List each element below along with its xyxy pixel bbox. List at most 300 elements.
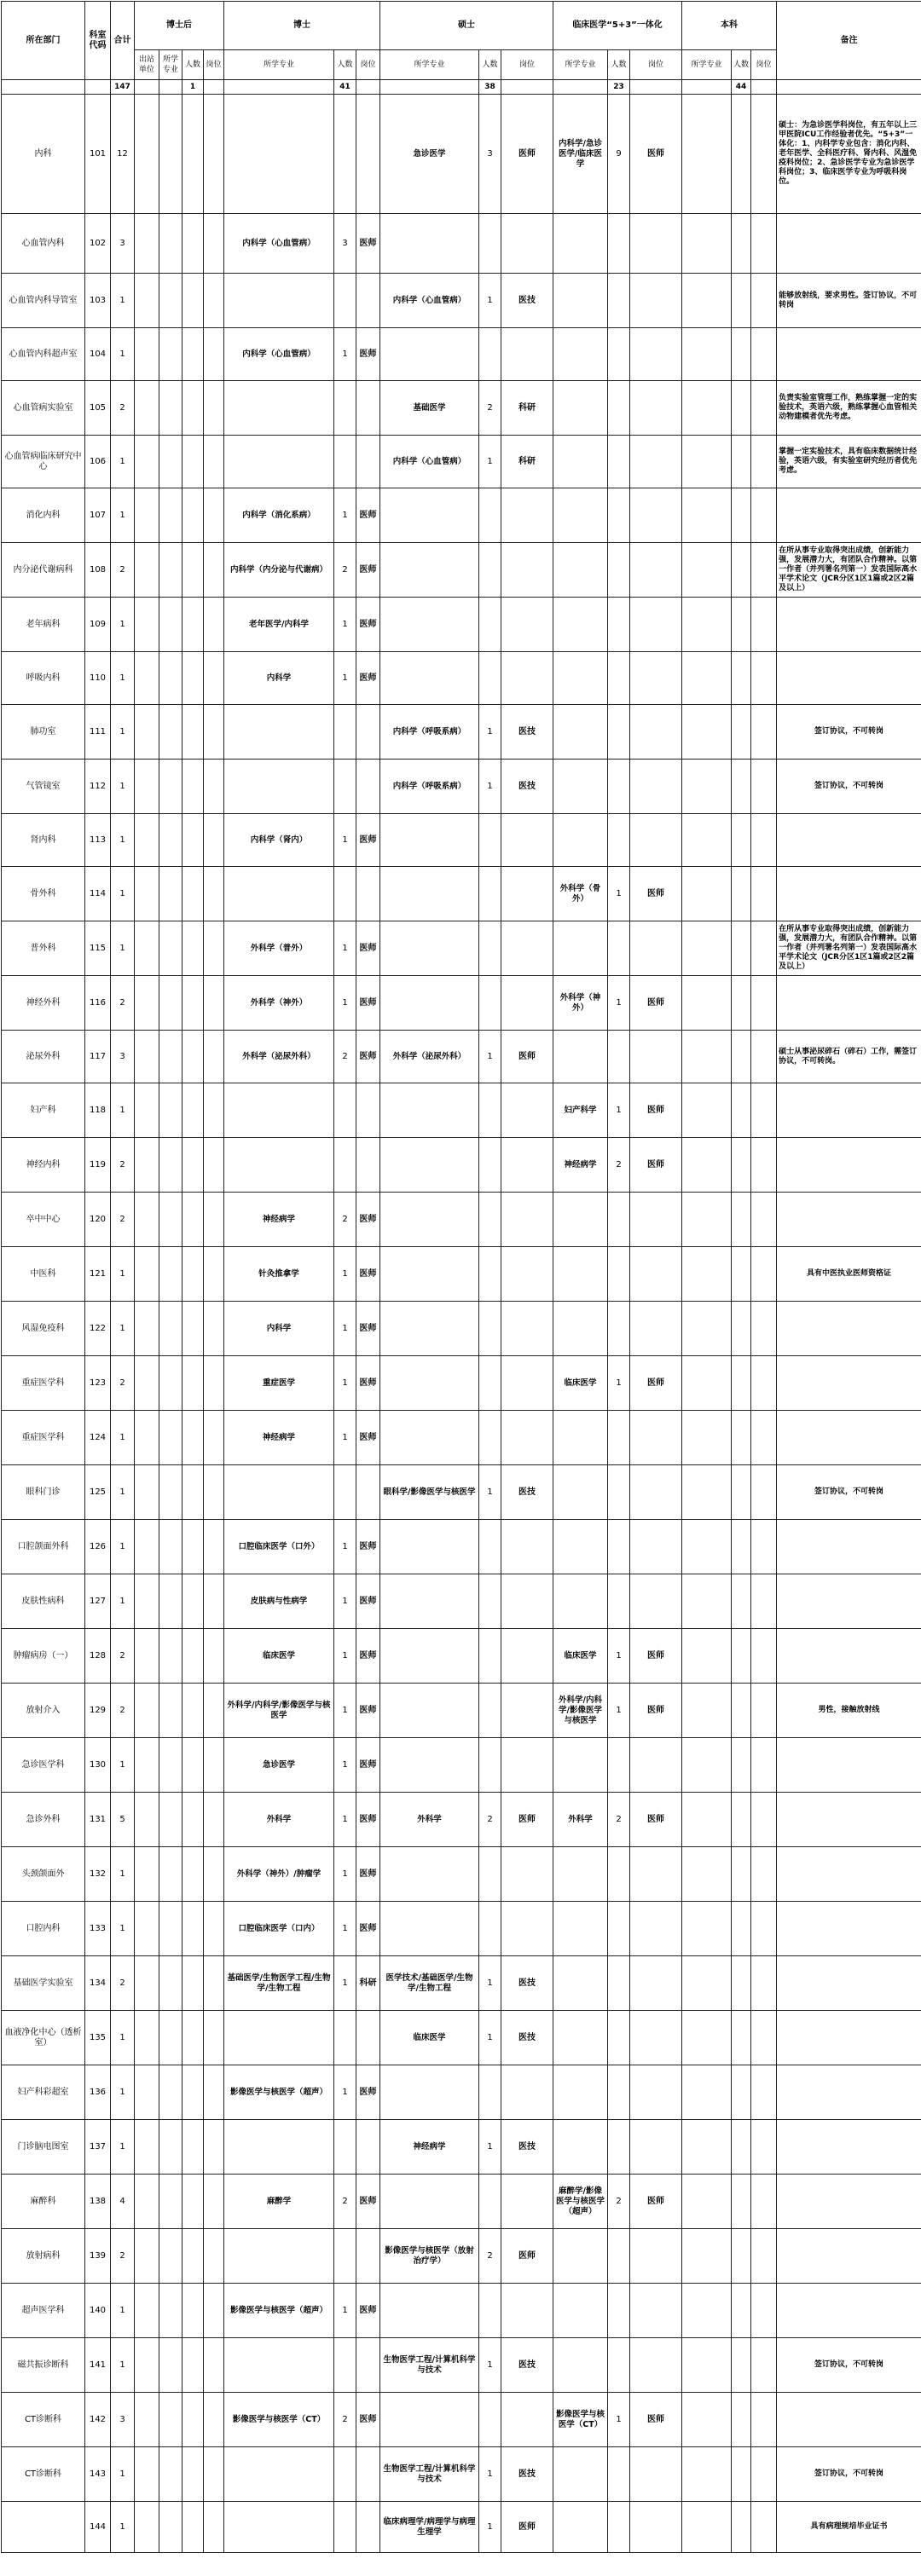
cell-dept: 骨外科 (2, 867, 85, 921)
cell-bachelor-major (682, 814, 732, 867)
cell-master-count: 1 (479, 436, 501, 488)
cell-postdoc-major (159, 976, 182, 1031)
cell-code: 143 (85, 2447, 111, 2502)
cell-clinical-post (630, 2502, 682, 2553)
cell-clinical-count (608, 814, 630, 867)
table-row (2, 814, 921, 867)
cell-postdoc-station (135, 2120, 159, 2175)
cell-phd-post (356, 1465, 380, 1520)
cell-clinical-count (608, 381, 630, 436)
cell-postdoc-station (135, 2447, 159, 2502)
cell-bachelor-major (682, 921, 732, 976)
cell-master-count: 1 (479, 1031, 501, 1083)
cell-clinical-post (630, 488, 682, 543)
cell-note (777, 2120, 921, 2175)
cell-phd-count (334, 274, 356, 328)
cell-total: 1 (111, 814, 135, 867)
cell-postdoc-major (159, 95, 182, 214)
cell-clinical-major (553, 381, 608, 436)
cell-bachelor-post (751, 1629, 777, 1684)
cell-postdoc-major (159, 1684, 182, 1738)
cell-phd-post: 医师 (356, 2065, 380, 2120)
header-code: 科室代码 (85, 2, 111, 80)
cell-dept: 老年病科 (2, 598, 85, 652)
cell-bachelor-post (751, 2229, 777, 2284)
cell-clinical-post (630, 214, 682, 274)
cell-clinical-major (553, 2447, 608, 2502)
cell-bachelor-post (751, 2447, 777, 2502)
cell-clinical-post (630, 1738, 682, 1793)
cell-phd-count: 1 (334, 652, 356, 705)
cell-clinical-major (553, 1847, 608, 1902)
totals-row (2, 80, 921, 95)
cell-master-post: 医技 (501, 2120, 553, 2175)
cell-bachelor-major (682, 543, 732, 598)
cell-master-major: 影像医学与核医学（放射治疗学） (380, 2229, 479, 2284)
cell-note (777, 652, 921, 705)
cell-code: 129 (85, 1684, 111, 1738)
cell-total: 1 (111, 1847, 135, 1902)
cell-master-post: 医师 (501, 95, 553, 214)
cell-phd-post: 医师 (356, 2175, 380, 2229)
cell-code: 128 (85, 1629, 111, 1684)
table-row (2, 976, 921, 1031)
cell-bachelor-post (751, 2338, 777, 2393)
cell-phd-post: 医师 (356, 1302, 380, 1356)
cell-master-count (479, 976, 501, 1031)
cell-master-major (380, 2175, 479, 2229)
cell-postdoc-post (204, 214, 224, 274)
cell-dept: 急诊外科 (2, 1793, 85, 1847)
cell-master-major (380, 921, 479, 976)
cell-code: 125 (85, 1465, 111, 1520)
cell-phd-major (224, 867, 334, 921)
cell-master-post: 医技 (501, 1465, 553, 1520)
table-row (2, 2284, 921, 2338)
cell-master-post: 医技 (501, 2447, 553, 2502)
cell-bachelor-post (751, 2065, 777, 2120)
cell-clinical-major (553, 488, 608, 543)
cell-clinical-count (608, 760, 630, 814)
cell-note (777, 1356, 921, 1411)
table-row (2, 1684, 921, 1738)
cell-total: 2 (111, 1138, 135, 1193)
cell-bachelor-count (732, 2011, 751, 2065)
totals-code (85, 80, 111, 95)
cell-code: 140 (85, 2284, 111, 2338)
cell-clinical-major (553, 274, 608, 328)
cell-phd-post (356, 2229, 380, 2284)
cell-postdoc-major (159, 1411, 182, 1465)
cell-master-post (501, 214, 553, 274)
cell-phd-post: 医师 (356, 1738, 380, 1793)
cell-postdoc-major (159, 867, 182, 921)
cell-clinical-count (608, 328, 630, 381)
cell-code: 136 (85, 2065, 111, 2120)
cell-phd-post (356, 1083, 380, 1138)
cell-postdoc-station (135, 274, 159, 328)
table-row (2, 274, 921, 328)
cell-phd-count: 1 (334, 2065, 356, 2120)
cell-clinical-count (608, 1302, 630, 1356)
cell-clinical-major (553, 1738, 608, 1793)
cell-postdoc-count (182, 2393, 204, 2447)
totals-empty (356, 80, 380, 95)
cell-phd-count (334, 1465, 356, 1520)
cell-phd-post: 医师 (356, 1411, 380, 1465)
cell-total: 2 (111, 381, 135, 436)
cell-code: 108 (85, 543, 111, 598)
cell-phd-post: 医师 (356, 598, 380, 652)
cell-master-post (501, 488, 553, 543)
cell-postdoc-count (182, 867, 204, 921)
cell-master-count: 1 (479, 705, 501, 760)
cell-phd-post: 医师 (356, 543, 380, 598)
cell-total: 1 (111, 921, 135, 976)
cell-dept: 内分泌代谢病科 (2, 543, 85, 598)
cell-total: 1 (111, 274, 135, 328)
cell-dept: 心血管病临床研究中心 (2, 436, 85, 488)
table-row (2, 921, 921, 976)
cell-master-count: 2 (479, 2229, 501, 2284)
cell-bachelor-major (682, 1847, 732, 1902)
cell-bachelor-post (751, 436, 777, 488)
table-row (2, 328, 921, 381)
cell-postdoc-station (135, 436, 159, 488)
cell-master-major: 内科学（心血管病） (380, 274, 479, 328)
cell-phd-count: 1 (334, 1356, 356, 1411)
cell-code: 102 (85, 214, 111, 274)
cell-clinical-major (553, 1520, 608, 1574)
cell-code: 111 (85, 705, 111, 760)
cell-note: 具有中医执业医师资格证 (777, 1247, 921, 1302)
cell-bachelor-count (732, 2502, 751, 2553)
cell-master-post: 医师 (501, 1031, 553, 1083)
cell-master-post (501, 976, 553, 1031)
cell-postdoc-post (204, 705, 224, 760)
cell-postdoc-major (159, 1520, 182, 1574)
cell-clinical-count (608, 1956, 630, 2011)
cell-bachelor-major (682, 436, 732, 488)
cell-postdoc-station (135, 2175, 159, 2229)
cell-bachelor-major (682, 2502, 732, 2553)
cell-phd-major: 影像医学与核医学（CT） (224, 2393, 334, 2447)
cell-total: 3 (111, 214, 135, 274)
table-row (2, 1356, 921, 1411)
cell-clinical-post (630, 652, 682, 705)
cell-postdoc-post (204, 543, 224, 598)
cell-postdoc-major (159, 2229, 182, 2284)
cell-phd-major: 外科学（神外） (224, 976, 334, 1031)
cell-master-major (380, 1574, 479, 1629)
cell-postdoc-post (204, 1031, 224, 1083)
cell-postdoc-count (182, 1956, 204, 2011)
cell-master-major (380, 1247, 479, 1302)
cell-phd-post: 医师 (356, 1847, 380, 1902)
cell-phd-count (334, 2502, 356, 2553)
cell-bachelor-count (732, 1738, 751, 1793)
cell-bachelor-count (732, 2393, 751, 2447)
cell-total: 5 (111, 1793, 135, 1847)
cell-phd-major (224, 95, 334, 214)
table-row (2, 2393, 921, 2447)
cell-clinical-count (608, 1247, 630, 1302)
cell-postdoc-post (204, 1956, 224, 2011)
cell-master-post (501, 1520, 553, 1574)
cell-postdoc-station (135, 1356, 159, 1411)
header-bachelor: 本科 (682, 2, 777, 50)
cell-master-count: 2 (479, 1793, 501, 1847)
cell-master-count (479, 2175, 501, 2229)
cell-phd-major (224, 760, 334, 814)
cell-phd-post: 医师 (356, 214, 380, 274)
cell-master-major: 临床医学 (380, 2011, 479, 2065)
cell-master-count (479, 1138, 501, 1193)
cell-postdoc-major (159, 2338, 182, 2393)
cell-postdoc-station (135, 814, 159, 867)
cell-master-post (501, 1083, 553, 1138)
table-row (2, 1902, 921, 1956)
cell-master-count: 1 (479, 2502, 501, 2553)
cell-dept: 普外科 (2, 921, 85, 976)
cell-master-count: 1 (479, 2120, 501, 2175)
cell-note (777, 1793, 921, 1847)
cell-phd-count (334, 2447, 356, 2502)
cell-clinical-major: 外科学（骨外） (553, 867, 608, 921)
cell-note (777, 1956, 921, 2011)
cell-postdoc-post (204, 2502, 224, 2553)
totals-empty (630, 80, 682, 95)
cell-clinical-count (608, 1738, 630, 1793)
cell-postdoc-post (204, 1356, 224, 1411)
cell-bachelor-post (751, 921, 777, 976)
cell-bachelor-count (732, 1411, 751, 1465)
cell-master-major: 内科学（呼吸系病） (380, 705, 479, 760)
cell-master-count (479, 814, 501, 867)
cell-clinical-count (608, 1520, 630, 1574)
cell-master-major (380, 2065, 479, 2120)
cell-master-post (501, 543, 553, 598)
cell-postdoc-post (204, 1193, 224, 1247)
cell-note: 在所从事专业取得突出成绩，创新能力强，发展潜力大，有团队合作精神。以第一作者（并列署名列第一）发表国际高水平学术论文（JCR分区1区1篇或2区2篇及以上） (777, 921, 921, 976)
cell-clinical-count (608, 488, 630, 543)
cell-postdoc-major (159, 705, 182, 760)
cell-postdoc-count (182, 598, 204, 652)
cell-postdoc-major (159, 1847, 182, 1902)
cell-bachelor-count (732, 381, 751, 436)
cell-postdoc-count (182, 2447, 204, 2502)
cell-bachelor-major (682, 760, 732, 814)
cell-bachelor-count (732, 488, 751, 543)
cell-phd-major (224, 1465, 334, 1520)
cell-note (777, 2011, 921, 2065)
table-row (2, 95, 921, 214)
table-row (2, 1138, 921, 1193)
cell-master-post: 医技 (501, 705, 553, 760)
cell-postdoc-count (182, 652, 204, 705)
cell-clinical-post (630, 328, 682, 381)
table-row (2, 543, 921, 598)
cell-code: 133 (85, 1902, 111, 1956)
cell-master-major: 基础医学 (380, 381, 479, 436)
cell-code: 118 (85, 1083, 111, 1138)
cell-bachelor-post (751, 2502, 777, 2553)
cell-phd-major (224, 2447, 334, 2502)
cell-master-count (479, 1902, 501, 1956)
cell-bachelor-major (682, 381, 732, 436)
cell-total: 1 (111, 760, 135, 814)
cell-total: 2 (111, 1629, 135, 1684)
cell-master-post (501, 598, 553, 652)
cell-postdoc-count (182, 543, 204, 598)
cell-postdoc-post (204, 1083, 224, 1138)
cell-clinical-post (630, 1302, 682, 1356)
cell-master-post: 科研 (501, 381, 553, 436)
table-row (2, 2447, 921, 2502)
totals-empty (501, 80, 553, 95)
totals-phd: 41 (334, 80, 356, 95)
cell-note (777, 2393, 921, 2447)
cell-total: 1 (111, 598, 135, 652)
cell-clinical-post: 医师 (630, 1684, 682, 1738)
cell-master-count (479, 2284, 501, 2338)
cell-bachelor-major (682, 1684, 732, 1738)
cell-bachelor-count (732, 1956, 751, 2011)
cell-clinical-post (630, 2447, 682, 2502)
cell-clinical-post: 医师 (630, 2175, 682, 2229)
cell-code: 110 (85, 652, 111, 705)
cell-code: 123 (85, 1356, 111, 1411)
cell-dept: 内科 (2, 95, 85, 214)
cell-postdoc-post (204, 1411, 224, 1465)
cell-note (777, 488, 921, 543)
cell-master-count: 1 (479, 2011, 501, 2065)
cell-bachelor-count (732, 274, 751, 328)
cell-note (777, 976, 921, 1031)
header-bachelor-count: 人数 (732, 50, 751, 80)
cell-master-count (479, 1847, 501, 1902)
cell-code: 103 (85, 274, 111, 328)
cell-clinical-count (608, 2284, 630, 2338)
cell-master-count (479, 652, 501, 705)
header-dept: 所在部门 (2, 2, 85, 80)
cell-code: 119 (85, 1138, 111, 1193)
cell-postdoc-post (204, 2120, 224, 2175)
cell-bachelor-count (732, 1031, 751, 1083)
cell-code: 135 (85, 2011, 111, 2065)
cell-postdoc-major (159, 1193, 182, 1247)
cell-dept: 头颈颌面外 (2, 1847, 85, 1902)
cell-master-major (380, 488, 479, 543)
cell-bachelor-post (751, 1138, 777, 1193)
cell-note (777, 1411, 921, 1465)
cell-bachelor-count (732, 2338, 751, 2393)
cell-postdoc-major (159, 1738, 182, 1793)
cell-postdoc-station (135, 1465, 159, 1520)
cell-postdoc-post (204, 1902, 224, 1956)
cell-postdoc-count (182, 1031, 204, 1083)
cell-total: 4 (111, 2175, 135, 2229)
cell-postdoc-count (182, 381, 204, 436)
cell-postdoc-count (182, 1302, 204, 1356)
cell-bachelor-major (682, 598, 732, 652)
cell-total: 1 (111, 1520, 135, 1574)
cell-clinical-post (630, 274, 682, 328)
cell-phd-post (356, 2502, 380, 2553)
cell-phd-count (334, 867, 356, 921)
cell-postdoc-post (204, 1247, 224, 1302)
cell-total: 1 (111, 2447, 135, 2502)
cell-clinical-count (608, 2120, 630, 2175)
cell-master-post (501, 1247, 553, 1302)
cell-phd-major: 外科学（泌尿外科） (224, 1031, 334, 1083)
cell-postdoc-major (159, 274, 182, 328)
cell-clinical-post (630, 2120, 682, 2175)
cell-master-post (501, 1356, 553, 1411)
cell-clinical-count (608, 436, 630, 488)
cell-note: 具有病理规培毕业证书 (777, 2502, 921, 2553)
cell-code: 138 (85, 2175, 111, 2229)
cell-code: 114 (85, 867, 111, 921)
cell-dept: CT诊断科 (2, 2447, 85, 2502)
cell-master-post: 医技 (501, 2338, 553, 2393)
cell-postdoc-post (204, 274, 224, 328)
header-postdoc: 博士后 (135, 2, 224, 50)
cell-phd-post (356, 867, 380, 921)
cell-postdoc-post (204, 2011, 224, 2065)
cell-postdoc-station (135, 1956, 159, 2011)
cell-postdoc-major (159, 1793, 182, 1847)
cell-clinical-major: 神经病学 (553, 1138, 608, 1193)
cell-dept: 急诊医学科 (2, 1738, 85, 1793)
cell-clinical-count (608, 1847, 630, 1902)
table-row (2, 1520, 921, 1574)
cell-code: 132 (85, 1847, 111, 1902)
cell-clinical-post (630, 381, 682, 436)
cell-postdoc-major (159, 1356, 182, 1411)
cell-total: 1 (111, 652, 135, 705)
cell-note (777, 1847, 921, 1902)
cell-master-post (501, 2175, 553, 2229)
cell-postdoc-count (182, 1684, 204, 1738)
cell-phd-post (356, 2447, 380, 2502)
totals-empty (682, 80, 732, 95)
cell-postdoc-count (182, 2284, 204, 2338)
cell-clinical-post: 医师 (630, 1083, 682, 1138)
cell-code: 122 (85, 1302, 111, 1356)
cell-bachelor-major (682, 1031, 732, 1083)
cell-note (777, 1083, 921, 1138)
cell-phd-post (356, 2120, 380, 2175)
totals-empty (159, 80, 182, 95)
cell-dept: 口腔颌面外科 (2, 1520, 85, 1574)
table-row (2, 1793, 921, 1847)
cell-phd-major (224, 2502, 334, 2553)
totals-empty (224, 80, 334, 95)
cell-postdoc-station (135, 1083, 159, 1138)
cell-phd-major: 内科学（内分泌与代谢病） (224, 543, 334, 598)
cell-clinical-post (630, 1411, 682, 1465)
cell-postdoc-post (204, 436, 224, 488)
cell-phd-post: 医师 (356, 1520, 380, 1574)
cell-note (777, 1738, 921, 1793)
cell-phd-major: 针灸推拿学 (224, 1247, 334, 1302)
table-row (2, 1302, 921, 1356)
cell-phd-post (356, 95, 380, 214)
cell-bachelor-major (682, 1411, 732, 1465)
cell-master-major (380, 1411, 479, 1465)
table-row (2, 1193, 921, 1247)
